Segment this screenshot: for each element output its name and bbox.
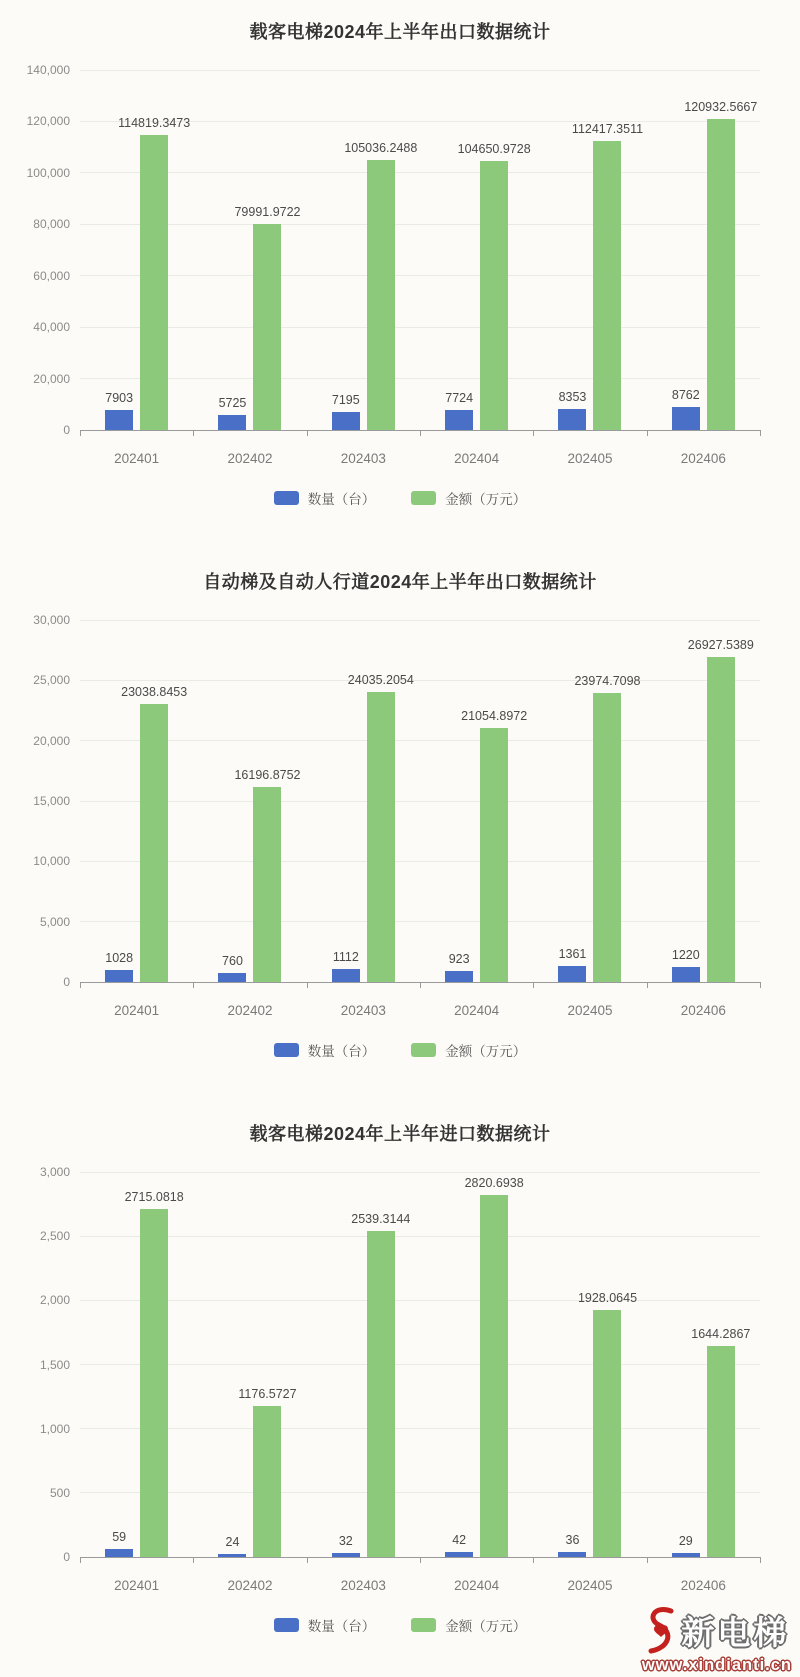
bar-value-label: 2820.6938 — [464, 1176, 524, 1191]
plot-area — [33, 613, 760, 989]
bar-quantity — [331, 392, 360, 431]
bar-amount — [691, 1326, 751, 1557]
x-axis-tick — [307, 982, 308, 988]
x-axis-label: 202401 — [114, 1578, 160, 1593]
bar-value-label: 42 — [452, 1532, 467, 1547]
watermark-brand: 新电梯 — [681, 1613, 790, 1651]
y-axis-tick-label: 20,000 — [33, 371, 70, 386]
watermark-url: www.xindianti.cn — [641, 1656, 792, 1674]
y-axis-tick-label: 5,000 — [39, 914, 70, 929]
chart-title: 载客电梯2024年上半年出口数据统计 — [249, 22, 551, 42]
y-axis-tick-label: 3,000 — [39, 1165, 70, 1179]
x-axis-label: 202401 — [114, 451, 160, 466]
bar-group-202404 — [420, 1172, 533, 1557]
y-axis-tick-label: 10,000 — [33, 854, 70, 869]
x-axis-tick — [647, 982, 648, 988]
bar-value-label: 7903 — [105, 390, 134, 405]
legend-swatch-quantity — [274, 491, 299, 505]
x-axis-label: 202403 — [340, 1003, 386, 1018]
bar-quantity — [445, 951, 473, 982]
legend-item-amount[interactable] — [411, 1040, 526, 1060]
bar-value-label: 24 — [225, 1534, 240, 1549]
bar-value-label: 23974.7098 — [574, 673, 641, 688]
x-axis-tick — [533, 430, 534, 436]
plot-area-wrap — [33, 613, 760, 1018]
bar-group-202405 — [533, 620, 646, 982]
x-axis-label: 202403 — [340, 451, 386, 466]
bar-value-label: 23038.8453 — [121, 685, 188, 699]
x-axis-label: 202405 — [567, 451, 613, 466]
x-axis-label: 202406 — [680, 1003, 726, 1018]
bar-value-label: 29 — [678, 1534, 693, 1549]
legend-swatch-amount — [411, 1618, 436, 1632]
legend-item-quantity[interactable] — [274, 1040, 376, 1060]
y-axis-tick-label: 500 — [49, 1485, 70, 1500]
legend-label-quantity: 数量（台） — [307, 492, 376, 507]
legend-label-amount: 金额（万元） — [445, 492, 527, 507]
bar-amount — [351, 1212, 411, 1557]
y-axis-tick-label: 40,000 — [33, 320, 70, 335]
bar-value-label: 2539.3144 — [351, 1212, 411, 1227]
bar-value-label: 8762 — [671, 388, 700, 403]
bar-group-202401 — [80, 620, 193, 982]
x-axis-tick — [760, 1557, 761, 1563]
y-axis-tick-label: 1,500 — [39, 1357, 70, 1372]
x-axis-tick — [420, 430, 421, 436]
chart-title: 载客电梯2024年上半年进口数据统计 — [249, 1124, 551, 1144]
bar-quantity — [218, 1534, 246, 1557]
plot-area — [26, 63, 760, 437]
bar-quantity — [105, 1530, 133, 1557]
bar-quantity — [672, 1534, 700, 1557]
legend-label-amount: 金额（万元） — [445, 1619, 527, 1634]
x-axis-label: 202402 — [227, 1578, 273, 1593]
bar-amount — [574, 673, 641, 982]
bar-value-label: 112417.3511 — [571, 121, 644, 136]
legend-item-amount[interactable] — [411, 488, 526, 508]
x-axis-tick — [307, 1557, 308, 1563]
bar-quantity — [445, 391, 474, 430]
bar-group-202402 — [193, 620, 306, 982]
plot-area-wrap — [26, 63, 760, 466]
y-axis-tick-label: 25,000 — [33, 673, 70, 688]
bar-amount — [234, 205, 301, 430]
x-axis-label: 202406 — [680, 451, 726, 466]
bar-value-label: 5725 — [218, 396, 247, 411]
bar-value-label: 923 — [448, 951, 470, 966]
bar-group-202406 — [647, 620, 760, 982]
y-axis-tick-label: 80,000 — [33, 217, 70, 232]
legend — [0, 490, 800, 506]
bar-value-label: 2715.0818 — [124, 1189, 184, 1204]
legend-label-amount: 金额（万元） — [445, 1044, 527, 1059]
x-axis-tick — [420, 982, 421, 988]
bar-value-label: 1028 — [105, 950, 134, 965]
bar-quantity — [445, 1532, 473, 1557]
y-axis-tick-label: 0 — [63, 975, 70, 989]
bar-group-202404 — [420, 620, 533, 982]
bar-value-label: 36 — [565, 1533, 580, 1548]
bar-quantity — [105, 390, 134, 430]
chart-passenger-elevator-export — [0, 0, 800, 550]
bar-value-label: 1361 — [558, 946, 587, 961]
x-axis-tick — [647, 430, 648, 436]
bar-value-label: 1220 — [671, 948, 700, 963]
bar-value-label: 8353 — [558, 389, 587, 404]
bar-quantity — [558, 389, 587, 430]
bar-group-202403 — [307, 70, 420, 430]
y-axis-tick-label: 30,000 — [33, 613, 70, 627]
bar-group-202406 — [647, 1172, 760, 1557]
bar-value-label: 760 — [222, 953, 243, 968]
bar-amount — [577, 1290, 638, 1557]
legend-item-quantity[interactable] — [274, 488, 376, 508]
y-axis-tick-label: 0 — [63, 423, 70, 437]
bar-quantity — [105, 950, 134, 982]
bar-value-label: 1928.0645 — [577, 1290, 638, 1305]
x-axis-label: 202401 — [114, 1003, 160, 1018]
bar-quantity — [218, 953, 246, 982]
x-axis-label: 202404 — [454, 1003, 500, 1018]
y-axis-tick-label: 15,000 — [33, 794, 70, 808]
bar-value-label: 32 — [338, 1533, 353, 1548]
bar-value-label: 1112 — [332, 949, 359, 964]
y-axis-tick-label: 20,000 — [33, 733, 70, 748]
legend-label-quantity: 数量（台） — [307, 1044, 376, 1059]
bar-group-202402 — [193, 1172, 306, 1557]
x-axis-tick — [193, 982, 194, 988]
bar-quantity — [671, 388, 700, 430]
bar-group-202401 — [80, 1172, 193, 1557]
bar-value-label: 1176.5727 — [238, 1387, 297, 1402]
x-axis-tick — [420, 1557, 421, 1563]
bar-amount — [347, 672, 414, 982]
y-axis-tick-label: 140,000 — [26, 63, 70, 77]
x-axis-label: 202405 — [567, 1003, 613, 1018]
x-axis-tick — [193, 1557, 194, 1563]
x-axis-tick — [760, 430, 761, 436]
y-axis-tick-label: 2,000 — [39, 1293, 70, 1308]
bar-group-202406 — [647, 70, 760, 430]
bar-value-label: 21054.8972 — [461, 708, 528, 723]
bar-group-202405 — [533, 1172, 646, 1557]
bar-value-label: 7724 — [445, 391, 474, 406]
bar-value-label: 59 — [112, 1530, 127, 1545]
chart-escalator-export — [0, 550, 800, 1102]
bar-quantity — [332, 1533, 360, 1557]
legend-swatch-quantity — [274, 1618, 299, 1632]
bar-amount — [238, 1387, 297, 1557]
y-axis-tick-label: 2,500 — [39, 1229, 70, 1244]
bar-quantity — [558, 946, 587, 982]
bar-value-label: 26927.5389 — [687, 638, 754, 653]
bar-quantity — [218, 396, 247, 430]
chart-title: 自动梯及自动人行道2024年上半年出口数据统计 — [203, 572, 597, 592]
x-axis-tick — [80, 982, 81, 988]
bar-group-202401 — [80, 70, 193, 430]
y-axis-tick-label: 120,000 — [26, 114, 70, 129]
bar-group-202405 — [533, 70, 646, 430]
bar-quantity — [332, 949, 360, 982]
plot-area-wrap — [39, 1165, 760, 1593]
x-axis-label: 202405 — [567, 1578, 613, 1593]
x-axis-tick — [307, 430, 308, 436]
bar-amount — [124, 1189, 184, 1557]
x-axis-tick — [533, 982, 534, 988]
x-axis-tick — [80, 1557, 81, 1563]
legend-label-quantity: 数量（台） — [307, 1619, 376, 1634]
bar-value-label: 16196.8752 — [234, 767, 301, 782]
x-axis-label: 202402 — [227, 451, 273, 466]
bar-group-202404 — [420, 70, 533, 430]
bar-amount — [464, 1176, 524, 1557]
legend-swatch-amount — [411, 1043, 436, 1057]
bar-amount — [234, 767, 301, 982]
x-axis-label: 202404 — [454, 1578, 500, 1593]
x-axis-label: 202406 — [680, 1578, 726, 1593]
plot-area — [39, 1165, 760, 1564]
legend-item-amount[interactable] — [411, 1615, 526, 1635]
legend — [0, 1042, 800, 1058]
x-axis-tick — [760, 982, 761, 988]
x-axis-tick — [533, 1557, 534, 1563]
bar-value-label: 7195 — [331, 392, 360, 407]
bar-group-202403 — [307, 1172, 420, 1557]
bar-value-label: 105036.2488 — [344, 140, 418, 155]
bar-amount — [687, 638, 754, 982]
legend-swatch-quantity — [274, 1043, 299, 1057]
y-axis-tick-label: 100,000 — [26, 165, 70, 180]
x-axis-label: 202403 — [340, 1578, 386, 1593]
y-axis-tick-label: 0 — [63, 1550, 70, 1564]
bar-quantity — [558, 1533, 586, 1557]
legend — [0, 1617, 800, 1633]
x-axis-tick — [193, 430, 194, 436]
legend-item-quantity[interactable] — [274, 1615, 376, 1635]
bar-value-label: 79991.9722 — [234, 205, 301, 220]
bar-value-label: 104650.9728 — [457, 141, 531, 156]
bar-value-label: 1644.2867 — [691, 1326, 751, 1341]
legend-swatch-amount — [411, 491, 436, 505]
bar-quantity — [671, 948, 700, 982]
x-axis-label: 202402 — [227, 1003, 273, 1018]
bar-group-202402 — [193, 70, 306, 430]
bar-group-202403 — [307, 620, 420, 982]
x-axis-label: 202404 — [454, 451, 500, 466]
x-axis-tick — [647, 1557, 648, 1563]
bar-amount — [121, 685, 188, 982]
y-axis-tick-label: 1,000 — [39, 1421, 70, 1436]
bar-value-label: 114819.3473 — [118, 115, 191, 130]
chart-passenger-elevator-import — [0, 1102, 800, 1677]
x-axis-tick — [80, 430, 81, 436]
bar-value-label: 24035.2054 — [347, 672, 414, 687]
bar-amount — [461, 708, 528, 982]
bar-value-label: 120932.5667 — [684, 100, 758, 115]
y-axis-tick-label: 60,000 — [33, 268, 70, 283]
